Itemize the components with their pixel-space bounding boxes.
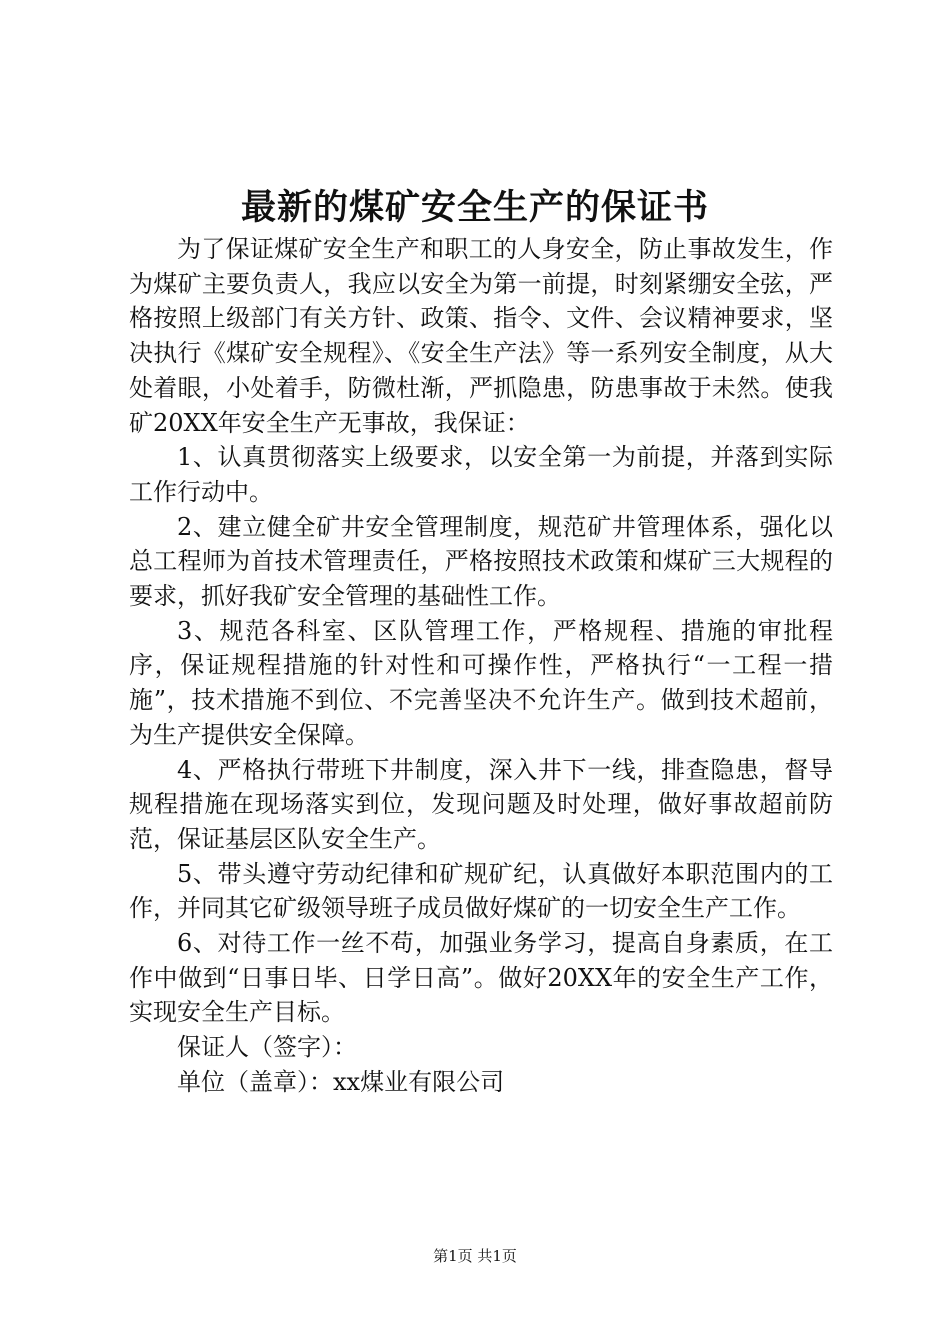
pledge-item-1: 1、认真贯彻落实上级要求，以安全第一为前提，并落到实际工作行动中。 [129, 443, 833, 506]
document-title: 最新的煤矿安全生产的保证书 [240, 188, 709, 228]
page-number-footer: 第1页 共1页 [433, 1247, 517, 1265]
document-body [129, 232, 833, 1100]
pledge-item-6: 6、对待工作一丝不苟，加强业务学习，提高自身素质，在工作中做到“日事日毕、日学日高”。做好20XX年的安全生产工作，实现安全生产目标。 [129, 929, 833, 1027]
pledge-item-4: 4、严格执行带班下井制度，深入井下一线，排查隐患，督导规程措施在现场落实到位，发现问题及时处理，做好事故超前防范，保证基层区队安全生产。 [129, 755, 833, 853]
intro-paragraph: 为了保证煤矿安全生产和职工的人身安全，防止事故发生，作为煤矿主要负责人，我应以安全为第一前提，时刻紧绷安全弦，严格按照上级部门有关方针、政策、指令、文件、会议精神要求，坚决执行《煤矿安全规程》、《安全生产法》等一系列安全制度，从大处着眼，小处着手，防微杜渐，严抓隐患，防患事故于未然。使我矿20XX年安全生产无事故，我保证： [129, 235, 833, 437]
pledge-item-5: 5、带头遵守劳动纪律和矿规矿纪，认真做好本职范围内的工作，并同其它矿级领导班子成员做好煤矿的一切安全生产工作。 [129, 859, 833, 923]
signer-line: 保证人（签字）： [177, 1033, 357, 1062]
pledge-item-2: 2、建立健全矿井安全管理制度，规范矿井管理体系，强化以总工程师为首技术管理责任，严格按照技术政策和煤矿三大规程的要求，抓好我矿安全管理的基础性工作。 [129, 512, 833, 611]
pledge-item-3: 3、规范各科室、区队管理工作，严格规程、措施的审批程序，保证规程措施的针对性和可操作性，严格执行“一工程一措施”，技术措施不到位、不完善坚决不允许生产。做到技术超前，为生产提供安全保障。 [129, 616, 833, 749]
organization-seal-line: 单位（盖章）：xx煤业有限公司 [177, 1067, 505, 1096]
